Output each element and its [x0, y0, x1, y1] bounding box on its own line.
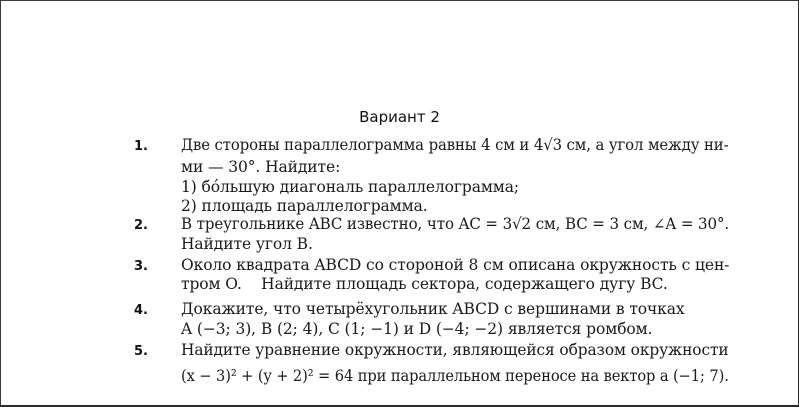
problem-1-line-3: 1) бóльшую диагональ параллелограмма; — [181, 178, 520, 196]
problem-4-line-2: A (−3; 3), B (2; 4), C (1; −1) и D (−4; −2) является ромбом. — [181, 320, 653, 338]
problem-2-line-1: В треугольнике ABC известно, что AC = 3√2 см, BC = 3 см, ∠A = 30°. — [181, 215, 730, 233]
problem-1-line-4: 2) площадь параллелограмма. — [181, 197, 428, 215]
problem-4-number: 4. — [134, 303, 148, 318]
problem-5-line-2: (x − 3)² + (y + 2)² = 64 при параллельном переносе на вектор a (−1; 7). — [181, 367, 729, 385]
problem-1-line-1-text: Две стороны параллелограмма равны 4 см и 4√3 см, а угол между ни- — [181, 136, 729, 154]
problem-2-number: 2. — [134, 218, 148, 233]
problem-5-number: 5. — [134, 344, 148, 359]
problem-4-line-1: Докажите, что четырёхугольник ABCD с вершинами в точках — [181, 300, 685, 318]
problem-1-line-1 — [181, 136, 729, 154]
problem-3-number: 3. — [134, 259, 148, 274]
problem-2-line-2: Найдите угол B. — [181, 235, 313, 253]
problem-1-number: 1. — [134, 139, 148, 154]
problem-5-line-1: Найдите уравнение окружности, являющейся образом окружности — [181, 341, 729, 359]
problem-3-line-2: тром O. Найдите площадь сектора, содержащего дугу BC. — [181, 275, 668, 293]
variant-title: Вариант 2 — [359, 108, 440, 126]
problem-1-line-2: ми — 30°. Найдите: — [181, 158, 341, 176]
problem-3-line-1: Около квадрата ABCD со стороной 8 см описана окружность с цен- — [181, 256, 730, 274]
